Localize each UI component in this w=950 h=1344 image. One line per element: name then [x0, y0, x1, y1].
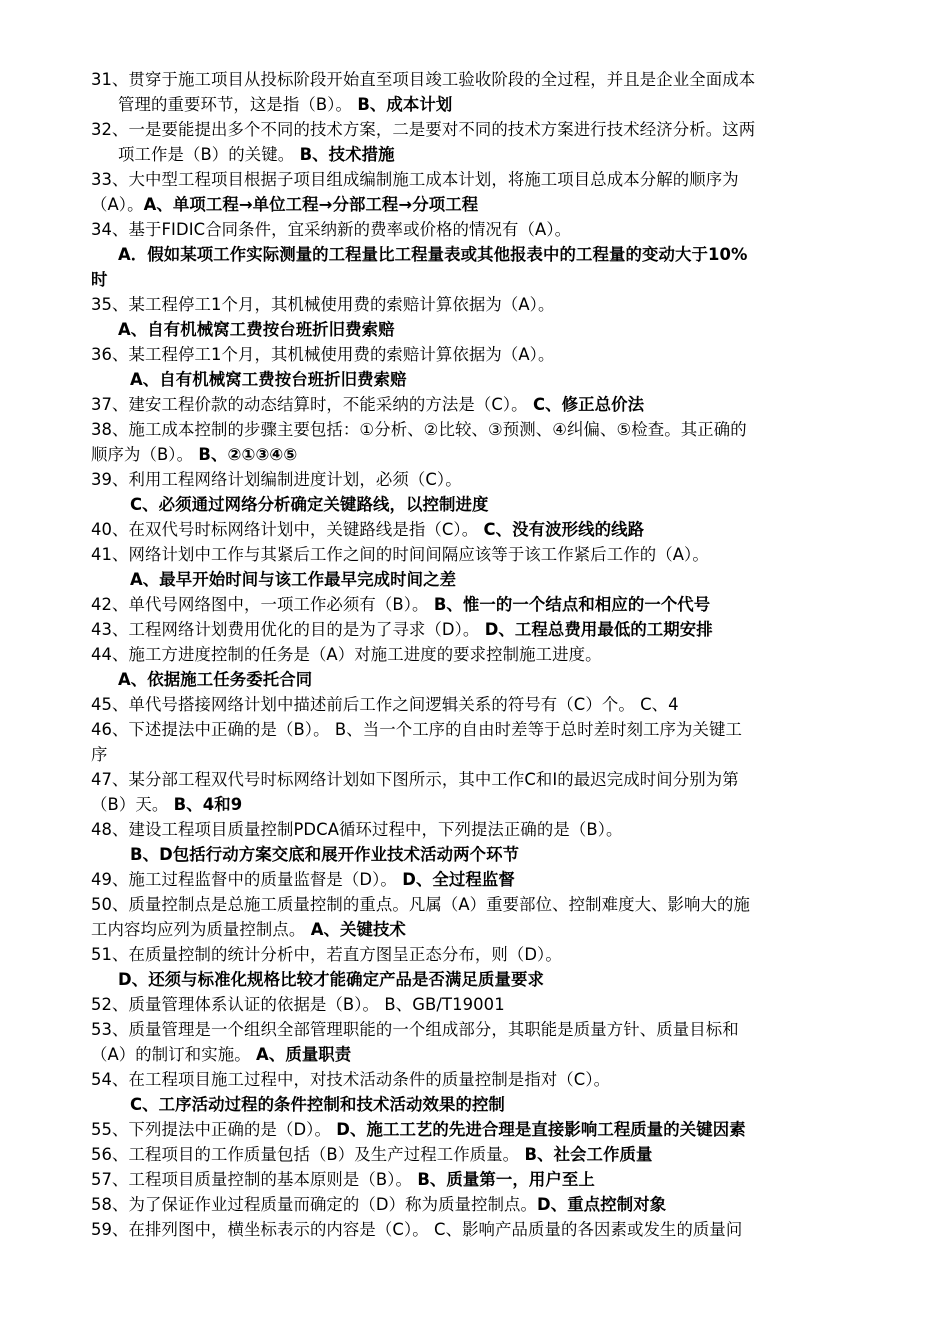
- text-line: [130, 368, 890, 392]
- text-line: [130, 843, 890, 867]
- text-line: [91, 1143, 890, 1167]
- answer-text: A、质量职责: [256, 1045, 352, 1064]
- answer-text: A、自有机械窝工费按台班折旧费索赔: [118, 320, 395, 339]
- question-text: 序: [91, 745, 108, 764]
- text-line: [91, 1043, 890, 1067]
- question-text: 31、贯穿于施工项目从投标阶段开始直至项目竣工验收阶段的全过程，并且是企业全面成本: [91, 70, 756, 89]
- text-line: [118, 668, 890, 692]
- text-line: [91, 943, 890, 967]
- answer-text: D、全过程监督: [402, 870, 515, 889]
- text-line: [91, 68, 890, 92]
- question-text: （A）。: [91, 195, 144, 214]
- answer-text: B、惟一的一个结点和相应的一个代号: [433, 595, 711, 614]
- question-text: 53、质量管理是一个组织全部管理职能的一个组成部分，其职能是质量方针、质量目标和: [91, 1020, 739, 1039]
- text-line: [91, 768, 890, 792]
- question-text: 45、单代号搭接网络计划中描述前后工作之间逻辑关系的符号有（C）个。 C、4: [91, 695, 679, 714]
- question-text: 38、施工成本控制的步骤主要包括：①分析、②比较、③预测、④纠偏、⑤检查。其正确的: [91, 420, 747, 439]
- answer-text: B、技术措施: [299, 145, 395, 164]
- question-text: 项工作是（B）的关键。: [118, 145, 300, 164]
- answer-text: A、关键技术: [310, 920, 406, 939]
- text-line: [91, 1168, 890, 1192]
- answer-text: A．假如某项工作实际测量的工程量比工程量表或其他报表中的工程量的变动大于10%: [118, 245, 748, 264]
- answer-text: B、社会工作质量: [524, 1145, 653, 1164]
- answer-text: A、自有机械窝工费按台班折旧费索赔: [130, 370, 407, 389]
- text-line: [91, 268, 890, 292]
- answer-text: B、成本计划: [357, 95, 453, 114]
- text-line: [91, 443, 890, 467]
- text-line: [91, 818, 890, 842]
- answer-text: D、施工工艺的先进合理是直接影响工程质量的关键因素: [336, 1120, 746, 1139]
- text-line: [91, 993, 890, 1017]
- question-text: 49、施工过程监督中的质量监督是（D）。: [91, 870, 403, 889]
- question-text: 41、网络计划中工作与其紧后工作之间的时间间隔应该等于该工作紧后工作的（A）。: [91, 545, 709, 564]
- answer-text: A、单项工程→单位工程→分部工程→分项工程: [143, 195, 479, 214]
- answer-text: C、必须通过网络分析确定关键路线，以控制进度: [130, 495, 489, 514]
- question-text: 58、为了保证作业过程质量而确定的（D）称为质量控制点。: [91, 1195, 538, 1214]
- question-text: 47、某分部工程双代号时标网络计划如下图所示，其中工作C和I的最迟完成时间分别为第: [91, 770, 739, 789]
- text-line: [91, 418, 890, 442]
- text-line: [91, 593, 890, 617]
- text-line: [91, 543, 890, 567]
- text-line: [91, 218, 890, 242]
- question-text: 39、利用工程网络计划编制进度计划，必须（C）。: [91, 470, 462, 489]
- text-line: [91, 168, 890, 192]
- question-text: 43、工程网络计划费用优化的目的是为了寻求（D）。: [91, 620, 485, 639]
- answer-text: D、重点控制对象: [537, 1195, 667, 1214]
- text-line: [91, 468, 890, 492]
- text-line: [91, 793, 890, 817]
- text-line: [91, 1218, 890, 1242]
- question-text: 55、下列提法中正确的是（D）。: [91, 1120, 337, 1139]
- question-text: 37、建安工程价款的动态结算时，不能采纳的方法是（C）。: [91, 395, 533, 414]
- answer-text: D、工程总费用最低的工期安排: [484, 620, 713, 639]
- text-line: [91, 518, 890, 542]
- question-text: 34、基于FIDIC合同条件，宜采纳新的费率或价格的情况有（A）。: [91, 220, 572, 239]
- question-text: 56、工程项目的工作质量包括（B）及生产过程工作质量。: [91, 1145, 525, 1164]
- text-line: [91, 643, 890, 667]
- answer-text: B、D包括行动方案交底和展开作业技术活动两个环节: [130, 845, 520, 864]
- question-text: 32、一是要能提出多个不同的技术方案，二是要对不同的技术方案进行技术经济分析。这两: [91, 120, 756, 139]
- text-line: [91, 893, 890, 917]
- text-line: [91, 918, 890, 942]
- text-line: [91, 618, 890, 642]
- answer-text: C、没有波形线的线路: [483, 520, 645, 539]
- question-text: （A）的制订和实施。: [91, 1045, 257, 1064]
- text-line: [118, 143, 890, 167]
- answer-text: C、修正总价法: [532, 395, 645, 414]
- text-line: [91, 1193, 890, 1217]
- text-line: [91, 693, 890, 717]
- answer-text: C、工序活动过程的条件控制和技术活动效果的控制: [130, 1095, 505, 1114]
- answer-text: A、依据施工任务委托合同: [118, 670, 313, 689]
- text-line: [130, 568, 890, 592]
- question-text: 36、某工程停工1个月，其机械使用费的索赔计算依据为（A）。: [91, 345, 555, 364]
- text-line: [91, 193, 890, 217]
- question-text: 管理的重要环节，这是指（B）。: [118, 95, 358, 114]
- question-text: 40、在双代号时标网络计划中，关键路线是指（C）。: [91, 520, 484, 539]
- answer-text: B、4和9: [173, 795, 243, 814]
- question-text: 33、大中型工程项目根据子项目组成编制施工成本计划，将施工项目总成本分解的顺序为: [91, 170, 739, 189]
- text-line: [118, 318, 890, 342]
- question-text: 48、建设工程项目质量控制PDCA循环过程中，下列提法正确的是（B）。: [91, 820, 623, 839]
- question-text: 工内容均应列为质量控制点。: [91, 920, 311, 939]
- question-text: 44、施工方进度控制的任务是（A）对施工进度的要求控制施工进度。: [91, 645, 602, 664]
- text-line: [118, 93, 890, 117]
- text-line: [118, 243, 890, 267]
- question-text: 35、某工程停工1个月，其机械使用费的索赔计算依据为（A）。: [91, 295, 555, 314]
- text-line: [130, 1093, 890, 1117]
- question-text: 57、工程项目质量控制的基本原则是（B）。: [91, 1170, 418, 1189]
- answer-text: 时: [91, 270, 108, 289]
- answer-text: D、还须与标准化规格比较才能确定产品是否满足质量要求: [118, 970, 544, 989]
- question-text: （B）天。: [91, 795, 174, 814]
- question-text: 46、下述提法中正确的是（B）。 B、当一个工序的自由时差等于总时差时刻工序为关键工: [91, 720, 743, 739]
- text-line: [130, 493, 890, 517]
- question-text: 52、质量管理体系认证的依据是（B）。 B、GB/T19001: [91, 995, 505, 1014]
- answer-text: B、质量第一，用户至上: [417, 1170, 595, 1189]
- question-text: 51、在质量控制的统计分析中，若直方图呈正态分布，则（D）。: [91, 945, 562, 964]
- text-line: [91, 118, 890, 142]
- text-line: [91, 1018, 890, 1042]
- question-text: 顺序为（B）。: [91, 445, 199, 464]
- text-line: [91, 868, 890, 892]
- text-line: [91, 393, 890, 417]
- question-text: 59、在排列图中，横坐标表示的内容是（C）。 C、影响产品质量的各因素或发生的质量问: [91, 1220, 743, 1239]
- text-line: [118, 968, 890, 992]
- text-line: [91, 1068, 890, 1092]
- text-line: [91, 743, 890, 767]
- answer-text: A、最早开始时间与该工作最早完成时间之差: [130, 570, 457, 589]
- question-text: 54、在工程项目施工过程中，对技术活动条件的质量控制是指对（C）。: [91, 1070, 611, 1089]
- text-line: [91, 293, 890, 317]
- answer-text: B、②①③④⑤: [198, 445, 298, 464]
- text-line: [91, 343, 890, 367]
- text-line: [91, 1118, 890, 1142]
- text-line: [91, 718, 890, 742]
- question-text: 42、单代号网络图中，一项工作必须有（B）。: [91, 595, 434, 614]
- question-text: 50、质量控制点是总施工质量控制的重点。凡属（A）重要部位、控制难度大、影响大的施: [91, 895, 751, 914]
